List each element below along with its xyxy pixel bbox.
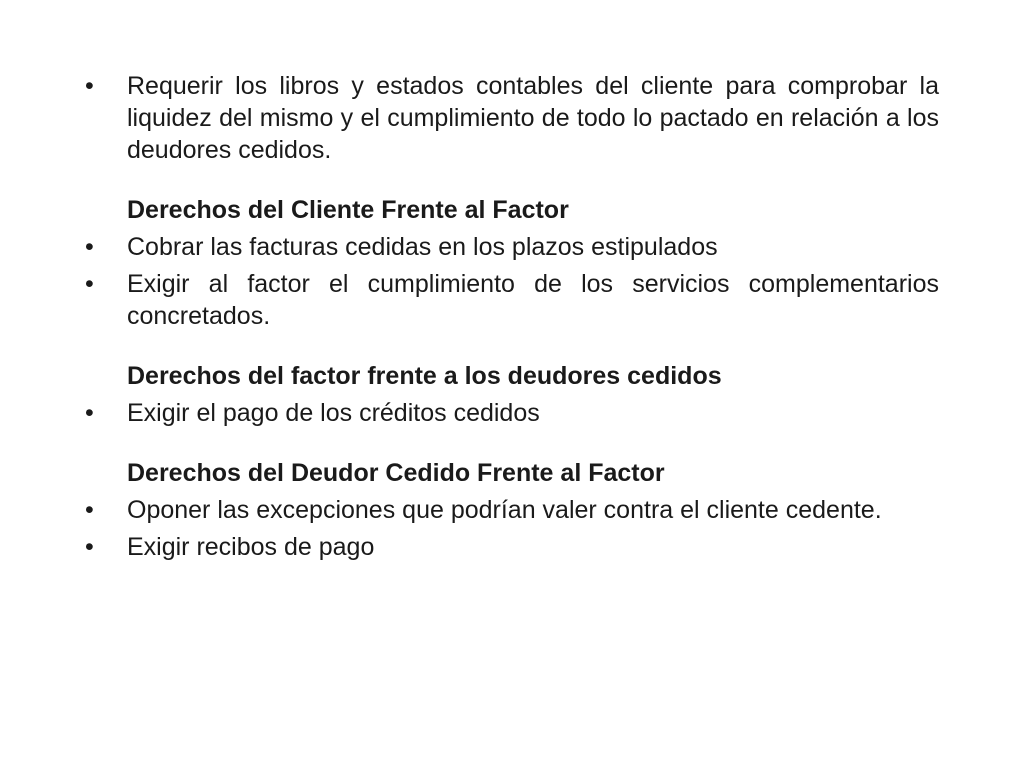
bullet-icon: • — [85, 496, 94, 524]
bullet-text: Exigir al factor el cumplimiento de los servicios complementarios concretados. — [127, 270, 939, 330]
bullet-item — [83, 397, 939, 429]
bullet-item — [83, 70, 939, 166]
bullet-icon: • — [85, 72, 94, 100]
bullet-item — [83, 494, 939, 526]
bullet-text: Exigir recibos de pago — [127, 533, 375, 561]
bullet-icon: • — [85, 233, 94, 261]
bullet-icon: • — [85, 399, 94, 427]
bullet-item — [83, 268, 939, 332]
bullet-icon: • — [85, 270, 94, 298]
bullet-text: Cobrar las facturas cedidas en los plazos estipulados — [127, 233, 718, 261]
section-heading: Derechos del Deudor Cedido Frente al Factor — [127, 459, 665, 487]
section-heading: Derechos del Cliente Frente al Factor — [127, 196, 569, 224]
bullet-item — [83, 231, 939, 263]
slide-content — [83, 70, 939, 563]
bullet-text: Exigir el pago de los créditos cedidos — [127, 399, 540, 427]
bullet-item — [83, 531, 939, 563]
bullet-text: Requerir los libros y estados contables del cliente para comprobar la liquidez del mismo y el cumplimiento de todo lo pactado en relación a los deudores cedidos. — [127, 72, 939, 164]
bullet-icon: • — [85, 533, 94, 561]
bullet-text: Oponer las excepciones que podrían valer contra el cliente cedente. — [127, 496, 882, 524]
section-heading: Derechos del factor frente a los deudores cedidos — [127, 362, 722, 390]
